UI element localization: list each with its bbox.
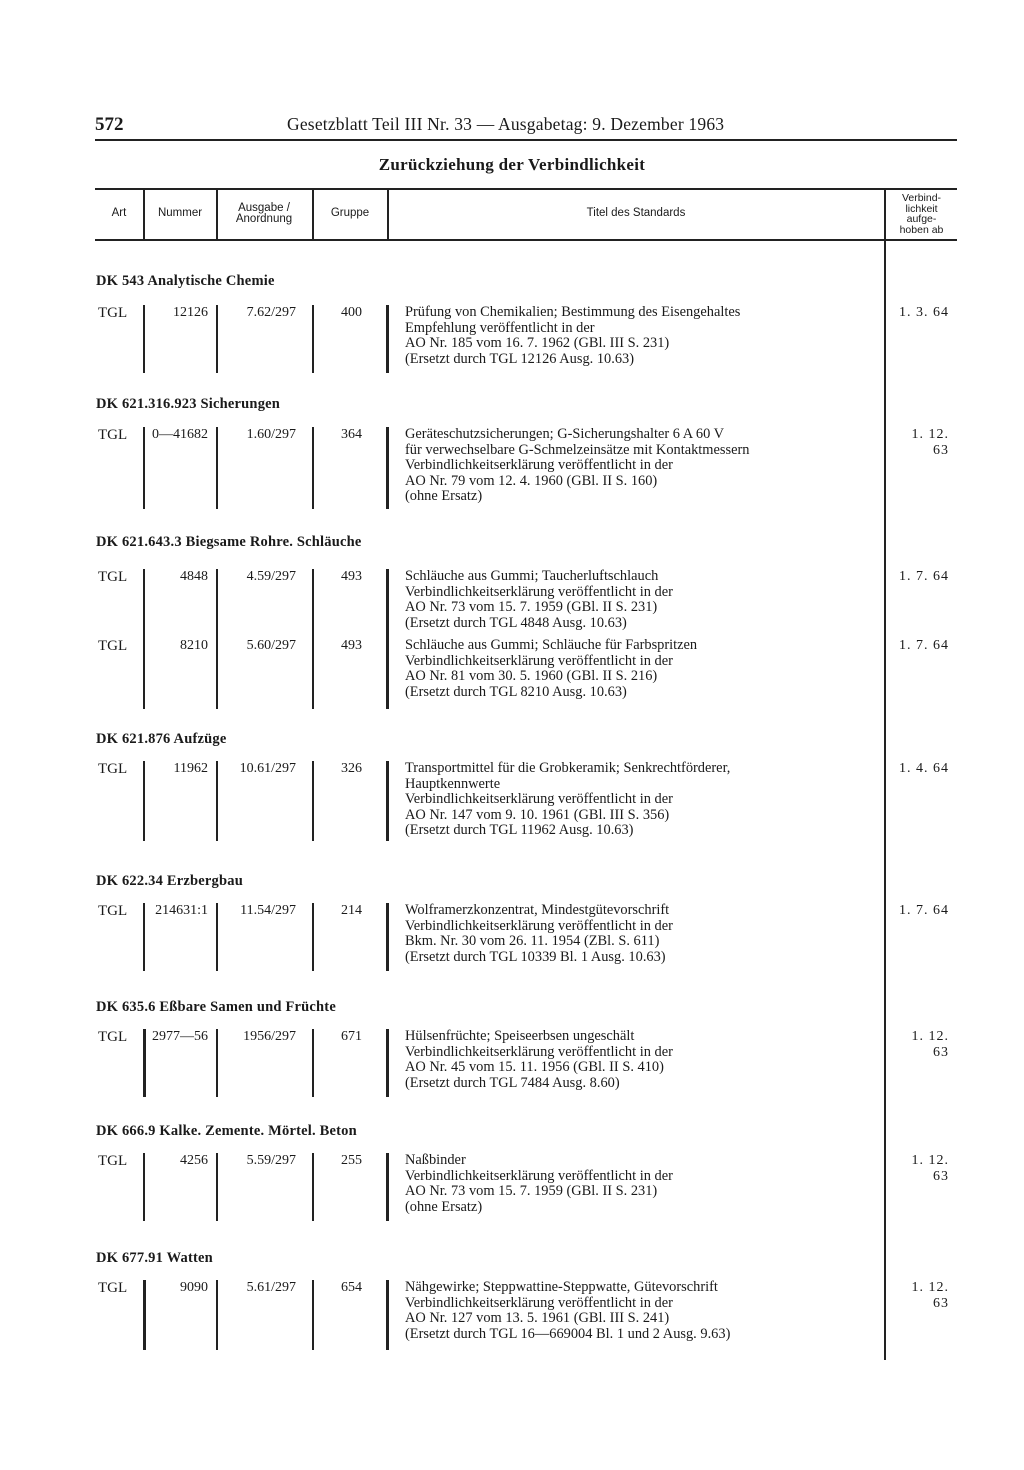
- title-line: Bkm. Nr. 30 vom 26. 11. 1954 (ZBl. S. 611): [405, 933, 660, 949]
- cell-titel: [405, 638, 697, 700]
- row-divider: [312, 1280, 314, 1350]
- right-column-rule: [884, 190, 886, 1360]
- col-nummer-header: Nummer: [157, 207, 203, 219]
- cell-titel: [405, 569, 673, 631]
- cell-ausgabe: 10.61/297: [239, 761, 296, 776]
- row-divider: [312, 427, 314, 509]
- cell-date: 1. 3. 64: [899, 305, 949, 320]
- group-title: DK 621.876 Aufzüge: [96, 731, 227, 747]
- title-line: AO Nr. 185 vom 16. 7. 1962 (GBl. III S. 231): [405, 335, 670, 351]
- cell-ausgabe: 7.62/297: [246, 305, 296, 320]
- cell-nummer: 11962: [173, 761, 208, 776]
- cell-date: 1. 12. 63: [911, 1029, 949, 1060]
- title-line: AO Nr. 79 vom 12. 4. 1960 (GBl. II S. 160): [405, 472, 658, 489]
- cell-date: 1. 12. 63: [911, 427, 949, 458]
- row-divider: [143, 427, 145, 509]
- cell-date: 1. 12. 63: [911, 1153, 949, 1184]
- group-title: DK 666.9 Kalke. Zemente. Mörtel. Beton: [96, 1123, 357, 1139]
- title-line: Transportmittel für die Grobkeramik; Senkrechtförderer,: [405, 760, 731, 776]
- row-divider: [386, 1280, 389, 1350]
- cell-art: TGL: [98, 903, 128, 919]
- title-line: AO Nr. 81 vom 30. 5. 1960 (GBl. II S. 216): [405, 668, 658, 684]
- group-title: DK 543 Analytische Chemie: [96, 273, 275, 289]
- title-line: Verbindlichkeitserklärung veröffentlicht in der: [405, 457, 673, 473]
- title-line: Hülsenfrüchte; Speiseerbsen ungeschält: [405, 1028, 635, 1044]
- cell-art: TGL: [98, 427, 128, 443]
- header-rule: [95, 139, 957, 141]
- group-title: DK 621.643.3 Biegsame Rohre. Schläuche: [96, 534, 362, 550]
- title-line: (ohne Ersatz): [405, 488, 483, 504]
- col-verbindlich-line3: aufge-: [906, 213, 937, 225]
- cell-date: 1. 7. 64: [899, 638, 949, 653]
- cell-ausgabe: 5.60/297: [246, 638, 296, 653]
- column-header-top-rule: [95, 188, 957, 190]
- title-line: Verbindlichkeitserklärung veröffentlicht in der: [405, 1167, 673, 1184]
- col-ausgabe-header: [218, 203, 310, 225]
- col-ausgabe-header-line1: Ausgabe /: [238, 202, 290, 214]
- title-line: (Ersetzt durch TGL 11962 Ausg. 10.63): [405, 822, 634, 838]
- row-divider: [143, 1153, 145, 1221]
- title-line: Verbindlichkeitserklärung veröffentlicht in der: [405, 1043, 673, 1060]
- cell-nummer: 4848: [180, 569, 208, 584]
- cell-nummer: 9090: [180, 1280, 208, 1295]
- cell-gruppe: 671: [341, 1029, 362, 1044]
- cell-date: 1. 12. 63: [911, 1280, 949, 1311]
- cell-gruppe: 654: [341, 1280, 362, 1295]
- title-line: Verbindlichkeitserklärung veröffentlicht in der: [405, 652, 673, 669]
- cell-nummer: 4256: [180, 1153, 208, 1168]
- row-divider: [312, 569, 314, 709]
- cell-titel: [405, 903, 673, 965]
- row-divider: [386, 569, 389, 709]
- title-line: Naßbinder: [405, 1152, 466, 1168]
- title-line: Empfehlung veröffentlicht in der: [405, 319, 595, 336]
- cell-titel: [405, 305, 740, 367]
- row-divider: [386, 427, 389, 509]
- col-verbindlich-line1: Verbind-: [901, 192, 942, 204]
- cell-titel: [405, 1280, 730, 1342]
- title-line: (Ersetzt durch TGL 4848 Ausg. 10.63): [405, 614, 627, 631]
- cell-titel: [405, 1153, 673, 1215]
- cell-ausgabe: 5.61/297: [246, 1280, 296, 1295]
- col-verbindlich-line4: hoben ab: [899, 223, 944, 236]
- row-divider: [312, 1029, 314, 1097]
- col-art-header: Art: [111, 207, 127, 219]
- cell-art: TGL: [98, 1029, 128, 1045]
- cell-art: TGL: [98, 305, 128, 321]
- title-line: Verbindlichkeitserklärung veröffentlicht in der: [405, 583, 673, 600]
- row-divider: [312, 903, 314, 971]
- cell-art: TGL: [98, 1153, 128, 1169]
- cell-ausgabe: 5.59/297: [246, 1153, 296, 1168]
- title-line: (Ersetzt durch TGL 7484 Ausg. 8.60): [405, 1074, 620, 1091]
- section-heading: Zurückziehung der Verbindlichkeit: [378, 155, 646, 174]
- title-line: Nähgewirke; Steppwattine-Steppwatte, Gütevorschrift: [405, 1279, 718, 1295]
- cell-nummer: 2977—56: [152, 1029, 208, 1044]
- cell-nummer: 8210: [180, 638, 208, 653]
- col-ausgabe-header-line2: Anordnung: [235, 213, 293, 225]
- cell-date: 1. 7. 64: [899, 903, 949, 918]
- cell-titel: [405, 427, 749, 505]
- title-line: AO Nr. 45 vom 15. 11. 1956 (GBl. II S. 410): [405, 1059, 664, 1075]
- title-line: AO Nr. 147 vom 9. 10. 1961 (GBl. III S. 356): [405, 806, 670, 823]
- title-line: (Ersetzt durch TGL 10339 Bl. 1 Ausg. 10.63): [405, 948, 666, 965]
- col-verbindlich-line2: lichkeit: [905, 202, 938, 215]
- cell-gruppe: 493: [341, 569, 362, 584]
- cell-gruppe: 255: [341, 1153, 362, 1168]
- cell-ausgabe: 4.59/297: [246, 569, 296, 584]
- cell-date: 1. 4. 64: [899, 761, 949, 776]
- cell-nummer: 214631:1: [155, 903, 208, 918]
- title-line: Prüfung von Chemikalien; Bestimmung des Eisengehaltes: [405, 304, 741, 320]
- title-line: Geräteschutzsicherungen; G-Sicherungshalter 6 A 60 V: [405, 426, 725, 442]
- title-line: AO Nr. 73 vom 15. 7. 1959 (GBl. II S. 231): [405, 1183, 658, 1199]
- title-line: (Ersetzt durch TGL 12126 Ausg. 10.63): [405, 350, 635, 367]
- row-divider: [143, 305, 145, 373]
- row-divider: [312, 305, 314, 373]
- title-line: Schläuche aus Gummi; Taucherluftschlauch: [405, 568, 659, 584]
- running-title: Gesetzblatt Teil III Nr. 33 — Ausgabetag: 9. Dezember 1963: [287, 114, 725, 134]
- title-line: (Ersetzt durch TGL 8210 Ausg. 10.63): [405, 683, 627, 700]
- group-title: DK 677.91 Watten: [96, 1250, 213, 1266]
- title-line: Verbindlichkeitserklärung veröffentlicht in der: [405, 1294, 673, 1311]
- row-divider: [312, 761, 314, 841]
- cell-titel: [405, 1029, 673, 1091]
- cell-gruppe: 493: [341, 638, 362, 653]
- cell-art: TGL: [98, 1280, 128, 1296]
- cell-ausgabe: 1.60/297: [246, 427, 296, 442]
- title-line: Schläuche aus Gummi; Schläuche für Farbspritzen: [405, 637, 698, 653]
- cell-ausgabe: 1956/297: [243, 1029, 296, 1044]
- cell-ausgabe: 11.54/297: [240, 903, 296, 918]
- cell-art: TGL: [98, 761, 128, 777]
- col-verbindlichkeit-header: [886, 193, 957, 235]
- title-line: AO Nr. 127 vom 13. 5. 1961 (GBl. III S. 241): [405, 1310, 670, 1326]
- row-divider: [386, 903, 389, 971]
- cell-gruppe: 364: [341, 427, 362, 442]
- title-line: für verwechselbare G-Schmelzeinsätze mit Kontaktmessern: [405, 441, 750, 458]
- running-header: [95, 114, 957, 136]
- row-divider: [143, 761, 145, 841]
- row-divider: [386, 1153, 389, 1221]
- column-header-bottom-rule: [95, 239, 957, 241]
- cell-titel: [405, 761, 730, 839]
- title-line: Verbindlichkeitserklärung veröffentlicht in der: [405, 791, 673, 807]
- cell-nummer: 0—41682: [152, 427, 208, 442]
- page-number: 572: [95, 114, 124, 135]
- row-divider: [143, 903, 145, 971]
- row-divider: [386, 761, 389, 841]
- cell-art: TGL: [98, 569, 128, 585]
- title-line: Wolframerzkonzentrat, Mindestgütevorschrift: [405, 902, 670, 918]
- row-divider: [312, 1153, 314, 1221]
- col-titel-header: Titel des Standards: [586, 207, 686, 219]
- group-title: DK 622.34 Erzbergbau: [96, 873, 243, 889]
- title-line: Hauptkennwerte: [405, 775, 501, 792]
- title-line: (ohne Ersatz): [405, 1198, 483, 1215]
- col-gruppe-header: Gruppe: [330, 207, 370, 219]
- cell-gruppe: 214: [341, 903, 362, 918]
- cell-gruppe: 400: [341, 305, 362, 320]
- cell-nummer: 12126: [173, 305, 208, 320]
- group-title: DK 621.316.923 Sicherungen: [96, 396, 281, 412]
- title-line: Verbindlichkeitserklärung veröffentlicht in der: [405, 917, 673, 934]
- row-divider: [143, 569, 145, 709]
- cell-art: TGL: [98, 638, 128, 654]
- row-divider: [386, 305, 389, 373]
- cell-date: 1. 7. 64: [899, 569, 949, 584]
- cell-gruppe: 326: [341, 761, 362, 776]
- title-line: (Ersetzt durch TGL 16—669004 Bl. 1 und 2 Ausg. 9.63): [405, 1325, 731, 1342]
- row-divider: [386, 1029, 389, 1097]
- title-line: AO Nr. 73 vom 15. 7. 1959 (GBl. II S. 231): [405, 599, 658, 615]
- group-title: DK 635.6 Eßbare Samen und Früchte: [96, 999, 336, 1015]
